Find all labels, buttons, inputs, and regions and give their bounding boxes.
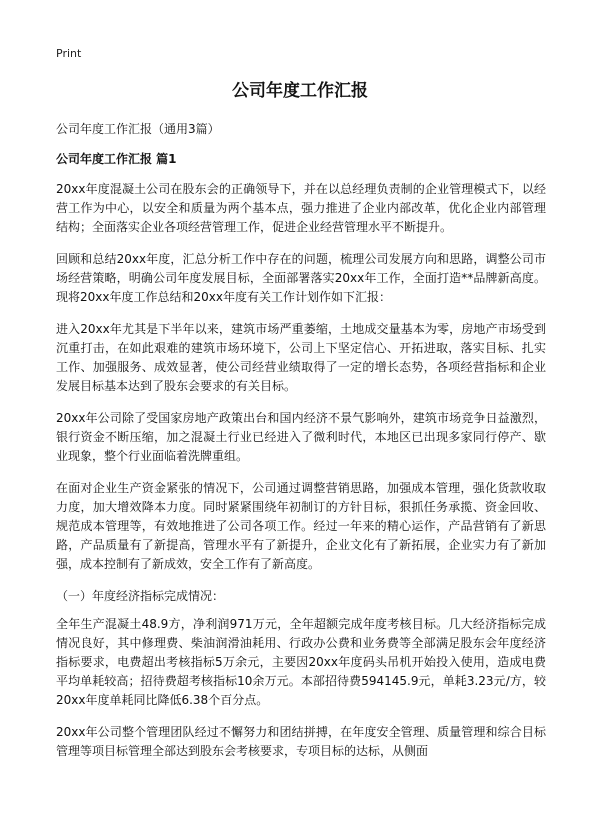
document-subtitle: 公司年度工作汇报（通用3篇） <box>56 122 220 136</box>
paragraph: 在面对企业生产资金紧张的情况下，公司通过调整营销思路，加强成本管理，强化货款收取力度，加大增效降本力度。同时紧紧围绕年初制订的方针目标，狠抓任务承揽、资金回收、规范成本管理等，有效地推进了公司各项工作。经过一年来的精心运作，产品营销有了新思路，产品质量有了新提高，管理水平有了新提升，企业文化有了新拓展，企业实力有了新加强，成本控制有了新成效，安全工作有了新高度。 <box>56 481 546 571</box>
subsection-heading: （一）年度经济指标完成情况： <box>56 589 225 603</box>
paragraph: 20xx年公司整个管理团队经过不懈努力和团结拼搏，在年度安全管理、质量管理和综合目标管理等项目标管理全部达到股东会考核要求，专项目标的达标，从侧面 <box>56 725 546 758</box>
document-title: 公司年度工作汇报 <box>232 81 368 101</box>
print-label: Print <box>56 47 82 60</box>
document-body <box>56 180 546 774</box>
paragraph: 全年生产混凝土48.9方，净利润971万元，全年超额完成年度考核目标。几大经济指标完成情况良好，其中修理费、柴油润滑油耗用、行政办公费和业务费等全部满足股东会年度经济指标要求，电费超出考核指标5万余元，主要因20xx年度码头吊机开始投入使用，造成电费平均单耗较高；招待费超考核指标10余万元。本部招待费594145.9元，单耗3.23元/方，较20xx年度单耗同比降低6.38个百分点。 <box>56 617 546 707</box>
paragraph: 20xx年公司除了受国家房地产政策出台和国内经济不景气影响外，建筑市场竞争日益激烈，银行资金不断压缩，加之混凝土行业已经进入了微利时代，本地区已出现多家同行停产、歇业现象，整个行业面临着洗牌重组。 <box>56 411 546 463</box>
paragraph: 进入20xx年尤其是下半年以来，建筑市场严重萎缩，土地成交量基本为零，房地产市场受到沉重打击，在如此艰难的建筑市场环境下，公司上下坚定信心、开拓进取，落实目标、扎实工作、加强服务、成效显著，使公司经营业绩取得了一定的增长态势，各项经营指标和企业发展目标基本达到了股东会要求的有关目标。 <box>56 322 546 393</box>
paragraph: 回顾和总结20xx年度，汇总分析工作中存在的问题，梳理公司发展方向和思路，调整公司市场经营策略，明确公司年度发展目标，全面部署落实20xx年工作，全面打造**品牌新高度。现将20xx年度工作总结和20xx年度有关工作计划作如下汇报： <box>56 252 546 304</box>
paragraph: 20xx年度混凝土公司在股东会的正确领导下，并在以总经理负责制的企业管理模式下，以经营工作为中心，以安全和质量为两个基本点，强力推进了企业内部改革，优化企业内部管理结构；全面落实企业各项经营管理工作，促进企业经营管理水平不断提升。 <box>56 182 546 234</box>
section-heading: 公司年度工作汇报 篇1 <box>56 152 177 166</box>
